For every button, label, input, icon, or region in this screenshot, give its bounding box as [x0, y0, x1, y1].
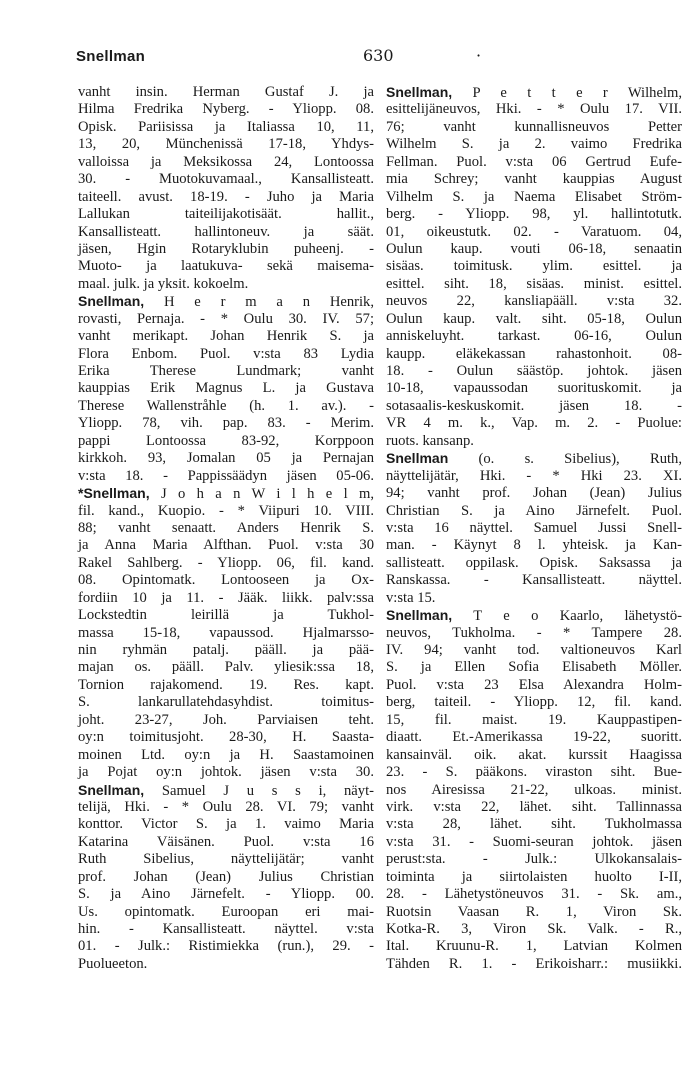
- text-line: v:sta 28, lähet. siht. Tukholmassa: [386, 816, 682, 833]
- text-line: v:sta 16 näyttel. Samuel Jussi Snell-: [386, 519, 682, 536]
- text-line: anniskeluyht. tarkast. 06-16, Oulun: [386, 328, 682, 345]
- text-line: 08. Opintomatk. Lontooseen ja Ox-: [78, 572, 374, 589]
- text-line: v:sta 18. - Pappissäädyn jäsen 05-06.: [78, 467, 374, 484]
- text-line: Puolueeton.: [78, 955, 148, 972]
- text-line: taiteell. avust. 18-19. - Juho ja Maria: [78, 188, 374, 205]
- text-line: Wilhelm S. ja 2. vaimo Fredrika: [386, 136, 682, 153]
- text-line: 76; vanht kunnallisneuvos Petter: [386, 118, 682, 135]
- text-line: nin ryhmän patalj. pääll. ja pää-: [78, 642, 374, 658]
- text-line: kansainväl. oik. akat. kurssit Haagissa: [386, 746, 682, 763]
- text-line: v:sta 31. - Suomi-seuran johtok. jäsen: [386, 833, 682, 850]
- text-line: Snellman (o. s. Sibelius), Ruth,: [386, 450, 682, 468]
- text-line: konttor. Victor S. ja 1. vaimo Maria: [78, 816, 374, 833]
- text-line: 10-18, vapaussodan suorituskomit. ja: [386, 380, 682, 397]
- text-line: jäsen, Hgin Rotaryklubin puheenj. -: [78, 240, 374, 257]
- entry-headword: Snellman: [386, 450, 449, 467]
- entry-headword: *Snellman,: [78, 485, 150, 502]
- text-line: 01, oikeustutk. 02. - Varatuom. 04,: [386, 223, 682, 240]
- text-line: rovasti, Pernaja. - * Oulu 30. IV. 57;: [78, 310, 374, 327]
- text-line: Rakel Sahlberg. - Yliopp. 06, fil. kand.: [78, 554, 374, 571]
- text-line: Puol. v:sta 23 Elsa Alexandra Holm-: [386, 676, 682, 693]
- text-line: kauppias Erik Magnus L. ja Gustava: [78, 380, 374, 397]
- text-line: 88; vanht senaatt. Anders Henrik S.: [78, 519, 374, 536]
- text-line: 28. - Lähetystöneuvos 31. - Sk. am.,: [386, 886, 682, 903]
- text-line: 18. - Oulun säästöp. johtok. jäsen: [386, 363, 682, 379]
- text-line: toiminta ja siirtolaisten huolto I-II,: [386, 868, 682, 885]
- text-line: S. ja Ellen Sofia Elisabeth Möller.: [386, 659, 682, 676]
- text-line: kirkkoh. 93, Jomalan 05 ja Pernajan: [78, 450, 374, 467]
- text-line: VR 4 m. k., Vap. m. 2. - Puolue:: [386, 415, 682, 432]
- text-line: virk. v:sta 22, lähet. siht. Tallinnassa: [386, 798, 682, 815]
- header-mark: ·: [476, 46, 482, 65]
- text-line: neuvos, Tukholma. - * Tampere 28.: [386, 624, 682, 641]
- text-line: Lallukan taiteilijakotisäät. hallit.,: [78, 206, 374, 223]
- text-line: Ital. Kruunu-R. 1, Latvian Kolmen: [386, 938, 682, 955]
- text-line: ja Anna Maria Alfthan. Puol. v:sta 30: [78, 537, 374, 554]
- text-line: Flora Enbom. Puol. v:sta 83 Lydia: [78, 345, 374, 362]
- text-line: Snellman, P e t t e r Wilhelm,: [386, 84, 682, 101]
- text-line: Ruth Sibelius, näyttelijätär; vanht: [78, 851, 374, 868]
- left-column: [78, 84, 374, 973]
- text-line: sallisteatt. oppilask. Opisk. Saksassa ja: [386, 554, 682, 571]
- text-line: Yliopp. 78, vih. pap. 83. - Merim.: [78, 415, 374, 432]
- text-line: v:sta 15.: [386, 589, 436, 606]
- entry-headword: Snellman,: [386, 84, 453, 100]
- text-line: Tornion rajakomend. 19. Res. kapt.: [78, 676, 374, 693]
- text-line: massa 15-18, vapaussod. Hjalmarsso-: [78, 624, 374, 641]
- text-line: Hilma Fredrika Nyberg. - Yliopp. 08.: [78, 101, 374, 118]
- text-line: S. lankarullatehdasyhdist. toimitus-: [78, 694, 374, 711]
- text-line: Kansallisteatt. hallintoneuv. ja säät.: [78, 223, 374, 240]
- entry-headword: Snellman,: [78, 293, 145, 310]
- entry-headword: Snellman,: [386, 607, 453, 624]
- text-line: sisäas. toimitusk. ylim. esittel. ja: [386, 258, 682, 275]
- text-line: Fellman. Puol. v:sta 06 Gertrud Eufe-: [386, 153, 682, 170]
- text-line: *Snellman, J o h a n W i l h e l m,: [78, 485, 374, 503]
- text-line: Snellman, T e o Kaarlo, lähetystö-: [386, 607, 682, 625]
- text-line: Ranskassa. - Kansallisteatt. näyttel.: [386, 572, 682, 589]
- text-line: Erika Therese Lundmark; vanht: [78, 363, 374, 379]
- text-line: mia Schrey; vanht kauppias August: [386, 171, 682, 188]
- text-line: Kotka-R. 3, Viron Sk. Valk. - R.,: [386, 921, 682, 937]
- text-line: telijä, Hki. - * Oulu 28. VI. 79; vanht: [78, 798, 374, 815]
- text-line: 30. - Muotokuvamaal., Kansallisteatt.: [78, 171, 374, 188]
- text-line: esittel. siht. 18, sisäas. minist. esittel.: [386, 275, 682, 292]
- text-line: moinen Ltd. oy:n ja H. Saastamoinen: [78, 746, 374, 763]
- text-line: fil. kand., Kuopio. - * Viipuri 10. VIII.: [78, 502, 374, 519]
- text-line: Ruotsin Vaasan R. 1, Viron Sk.: [386, 903, 682, 920]
- text-line: ruots. kansanp.: [386, 432, 474, 449]
- text-line: joht. 23-27, Joh. Parviaisen teht.: [78, 711, 374, 728]
- text-line: Us. opintomatk. Euroopan eri mai-: [78, 903, 374, 920]
- running-header: [76, 48, 666, 72]
- text-line: Christian S. ja Aino Järnefelt. Puol.: [386, 502, 682, 519]
- text-line: hin. - Kansallisteatt. näyttel. v:sta: [78, 921, 374, 937]
- text-line: 01. - Julk.: Ristimiekka (run.), 29. -: [78, 938, 374, 955]
- text-line: maal. julk. ja yksit. kokoelm.: [78, 275, 249, 292]
- text-line: IV. 94; vanht tod. valtioneuvos Karl: [386, 642, 682, 658]
- text-line: sotasaalis-keskuskomit. jäsen 18. -: [386, 397, 682, 414]
- text-line: oy:n toimitusjoht. 28-30, H. Saasta-: [78, 729, 374, 746]
- text-line: Lockstedtin leirillä ja Tukhol-: [78, 607, 374, 624]
- header-surname: Snellman: [76, 48, 146, 65]
- text-line: ja Pojat oy:n johtok. jäsen v:sta 30.: [78, 764, 374, 781]
- text-line: Opisk. Pariisissa ja Italiassa 10, 11,: [78, 118, 374, 135]
- text-line: esittelijäneuvos, Hki. - * Oulu 17. VII.: [386, 101, 682, 118]
- text-line: Therese Wallenstråhle (h. 1. av.). -: [78, 397, 374, 414]
- text-line: Snellman, H e r m a n Henrik,: [78, 293, 374, 311]
- text-line: 23. - S. pääkons. viraston siht. Bue-: [386, 764, 682, 781]
- text-line: Tähden R. 1. - Erikoisharr.: musiikki.: [386, 955, 682, 972]
- text-line: prof. Johan (Jean) Julius Christian: [78, 868, 374, 885]
- text-line: Vilhelm S. ja Naema Elisabet Ström-: [386, 188, 682, 205]
- right-column: [386, 84, 682, 973]
- text-line: diaatt. Et.-Amerikassa 19-22, suoritt.: [386, 729, 682, 746]
- text-line: Muoto- ja laatukuva- sekä maisema-: [78, 258, 374, 275]
- text-line: berg. - Yliopp. 98, yl. hallintotutk.: [386, 206, 682, 223]
- text-line: 15, fil. maist. 19. Kauppastipen-: [386, 711, 682, 728]
- text-line: Oulun kaup. vouti 06-18, senaatin: [386, 240, 682, 257]
- text-line: berg, taiteil. - Yliopp. 12, fil. kand.: [386, 694, 682, 711]
- page-number: 630: [363, 46, 394, 65]
- text-line: perust:sta. - Julk.: Ulkokansalais-: [386, 851, 682, 868]
- text-line: vanht merikapt. Johan Henrik S. ja: [78, 328, 374, 345]
- text-line: fordiin 10 ja 11. - Jääk. liikk. palv:ssa: [78, 589, 374, 606]
- text-line: valloissa ja Meksikossa 24, Lontoossa: [78, 153, 374, 170]
- entry-headword: Snellman,: [78, 781, 145, 798]
- text-line: majan os. pääll. Palv. yliesik:ssa 18,: [78, 659, 374, 676]
- text-line: 94; vanht prof. Johan (Jean) Julius: [386, 485, 682, 502]
- text-line: näyttelijätär, Hki. - * Hki 23. XI.: [386, 467, 682, 484]
- text-line: Oulun kaup. valt. siht. 05-18, Oulun: [386, 310, 682, 327]
- text-line: 13, 20, Münchenissä 17-18, Yhdys-: [78, 136, 374, 153]
- text-line: man. - Käynyt 8 l. yhteisk. ja Kan-: [386, 537, 682, 554]
- text-line: nos Airesissa 21-22, ulkoas. minist.: [386, 781, 682, 798]
- text-line: pappi Lontoossa 83-92, Korppoon: [78, 432, 374, 449]
- text-line: S. ja Aino Järnefelt. - Yliopp. 00.: [78, 886, 374, 903]
- text-line: kaupp. eläkekassan rahastonhoit. 08-: [386, 345, 682, 362]
- text-line: Katarina Väisänen. Puol. v:sta 16: [78, 833, 374, 850]
- text-line: Snellman, Samuel J u s s i, näyt-: [78, 781, 374, 799]
- text-line: neuvos 22, kansliapääll. v:sta 32.: [386, 293, 682, 310]
- text-line: vanht insin. Herman Gustaf J. ja: [78, 84, 374, 100]
